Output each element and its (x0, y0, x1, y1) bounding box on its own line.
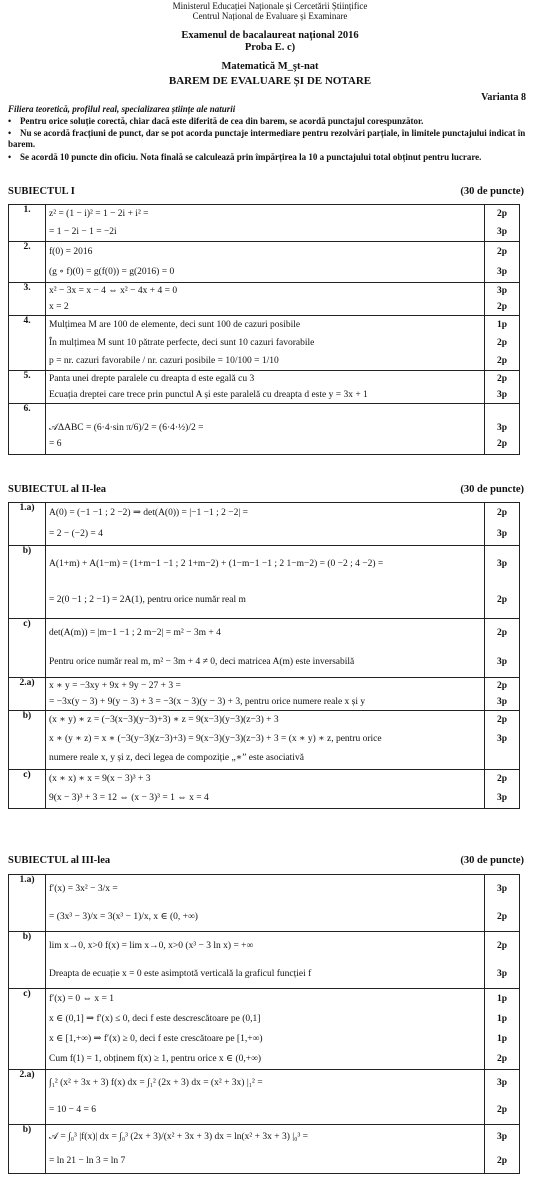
solution-line: 𝒜ΔABC = (6·4·sin π/6)/2 = (6·4·½)/2 = (49, 423, 204, 433)
solution-line: numere reale x, y și z, deci legea de compoziție „∗” este asociativă (49, 753, 304, 763)
solution-line: = 6 (49, 439, 62, 449)
points-value: 3p (496, 793, 508, 803)
solution-line: z² = (1 − i)² = 1 − 2i + i² = (49, 209, 149, 219)
solution-cell (46, 205, 485, 242)
filiera-note: Filiera teoretică, profilul real, specializarea științe ale naturii (8, 104, 236, 114)
solution-line: A(1+m) + A(1−m) = (1+m−1 −1 ; 2 1+m−2) + (1−m−1 −1 ; 2 1−m−2) = (0 −2 ; 4 −2) = (49, 559, 384, 569)
barem-row (9, 619, 520, 678)
solution-line: (x ∗ x) ∗ x = 9(x − 3)³ + 3 (49, 774, 151, 784)
points-cell (485, 1070, 520, 1125)
points-cell (485, 242, 520, 283)
solution-line: În mulțimea M sunt 10 pătrate perfecte, deci sunt 10 cazuri favorabile (49, 338, 315, 348)
item-number: 1. (9, 205, 46, 242)
solution-line: f′(x) = 0 ⇔ x = 1 (49, 994, 115, 1004)
points-value: 2p (496, 774, 508, 784)
item-number: 2.a) (9, 1070, 46, 1125)
section-title: SUBIECTUL I (8, 186, 75, 197)
points-value: 2p (496, 715, 508, 725)
section-2-table (8, 502, 520, 809)
points-value (485, 749, 519, 768)
barem-row (9, 283, 520, 316)
solution-line: ∫₁² (x² + 3x + 3) f(x) dx = ∫₁² (2x + 3) dx = (x² + 3x) |₁² = (49, 1078, 263, 1088)
solution-cell (46, 875, 485, 932)
points-value: 2p (496, 209, 508, 219)
section-points: (30 de puncte) (460, 186, 524, 197)
solution-cell (46, 1070, 485, 1125)
points-cell (485, 1125, 520, 1174)
points-value: 2p (496, 356, 508, 366)
item-number: 2. (9, 242, 46, 283)
points-value: 2p (496, 681, 508, 691)
points-value: 2p (496, 302, 508, 312)
solution-line: = −3x(y − 3) + 9(y − 3) + 3 = −3(x − 3)(y − 3) + 3, pentru orice numere reale x și y (49, 697, 366, 707)
solution-cell (46, 619, 485, 678)
document-title: BAREM DE EVALUARE ȘI DE NOTARE (168, 75, 372, 87)
points-value (485, 404, 519, 420)
item-number: 1.a) (9, 875, 46, 932)
points-value: 3p (496, 423, 508, 433)
solution-line: Pentru orice număr real m, m² − 3m + 4 ≠ 0, deci matricea A(m) este inversabilă (49, 657, 355, 667)
solution-line: x ∗ y = −3xy + 9x + 9y − 27 + 3 = (49, 681, 181, 691)
item-number: c) (9, 989, 46, 1070)
solution-cell (46, 678, 485, 711)
points-value: 3p (496, 657, 508, 667)
points-cell (485, 283, 520, 316)
solution-cell (46, 932, 485, 989)
points-value: 3p (496, 390, 508, 400)
solution-line: x ∗ (y ∗ z) = x ∗ (−3(y−3)(z−3)+3) = 9(x−3)(y−3)(z−3) + 3 = (x ∗ y) ∗ z, pentru orice (49, 734, 382, 744)
solution-line (49, 404, 481, 420)
solution-line: (x ∗ y) ∗ z = (−3(x−3)(y−3)+3) ∗ z = 9(x−3)(y−3)(z−3) + 3 (49, 715, 279, 725)
solution-line: Cum f(1) = 1, obținem f(x) ≥ 1, pentru orice x ∈ (0,+∞) (49, 1054, 262, 1064)
section-title: SUBIECTUL al II-lea (8, 484, 107, 495)
solution-line: Ecuația dreptei care trece prin punctul A și este paralelă cu dreapta d este y = 3x + 1 (49, 390, 368, 400)
points-value: 2p (496, 1105, 508, 1115)
section-3-table (8, 874, 520, 1174)
points-value: 2p (496, 1156, 508, 1166)
solution-line: = 2 − (−2) = 4 (49, 529, 103, 539)
barem-row (9, 503, 520, 546)
solution-cell (46, 371, 485, 404)
solution-line: Mulțimea M are 100 de elemente, deci sunt 100 de cazuri posibile (49, 320, 301, 330)
solution-line: det(A(m)) = |m−1 −1 ; 2 m−2| = m² − 3m + 4 (49, 628, 221, 638)
barem-row (9, 989, 520, 1070)
barem-row (9, 932, 520, 989)
points-value: 2p (496, 941, 508, 951)
barem-row (9, 546, 520, 619)
points-cell (485, 932, 520, 989)
solution-line: = 2(0 −1 ; 2 −1) = 2A(1), pentru orice număr real m (49, 595, 246, 605)
solution-line: f(0) = 2016 (49, 247, 93, 257)
points-value: 2p (496, 439, 508, 449)
points-value: 2p (496, 374, 508, 384)
points-cell (485, 770, 520, 809)
solution-line: x ∈ (0,1] ⇒ f′(x) ≤ 0, deci f este descrescătoare pe (0,1] (49, 1014, 261, 1024)
barem-row (9, 371, 520, 404)
solution-cell (46, 503, 485, 546)
barem-row (9, 770, 520, 809)
points-value: 3p (496, 559, 508, 569)
points-cell (485, 989, 520, 1070)
section-points: (30 de puncte) (460, 855, 524, 866)
section-1-heading (8, 186, 524, 197)
solution-line: (g ∘ f)(0) = g(f(0)) = g(2016) = 0 (49, 267, 175, 277)
points-cell (485, 619, 520, 678)
solution-line: x ∈ [1,+∞) ⇒ f′(x) ≥ 0, deci f este crescătoare pe [1,+∞) (49, 1034, 263, 1044)
solution-cell (46, 1125, 485, 1174)
barem-row (9, 1125, 520, 1174)
note-item-1: • Pentru orice soluție corectă, chiar dacă este diferită de cea din barem, se acordă punctajul corespunzător. (8, 116, 424, 126)
points-value: 1p (496, 1014, 508, 1024)
points-value: 3p (496, 884, 508, 894)
points-value: 3p (496, 529, 508, 539)
solution-line: x² − 3x = x − 4 ⇔ x² − 4x + 4 = 0 (49, 286, 178, 296)
solution-line: Panta unei drepte paralele cu dreapta d este egală cu 3 (49, 374, 255, 384)
barem-row (9, 1070, 520, 1125)
points-value: 3p (496, 734, 508, 744)
solution-line: x = 2 (49, 302, 69, 312)
item-number: b) (9, 711, 46, 770)
item-number: 6. (9, 404, 46, 455)
points-value: 3p (496, 969, 508, 979)
points-value: 2p (496, 1054, 508, 1064)
barem-row (9, 404, 520, 455)
points-value: 3p (496, 267, 508, 277)
note-item-2: • Nu se acordă fracțiuni de punct, dar se pot acorda punctaje intermediare pentru rezolvări parțiale, în limitele punctajului indicat în barem. (8, 128, 526, 149)
solution-line: = ln 21 − ln 3 = ln 7 (49, 1156, 126, 1166)
solution-cell (46, 546, 485, 619)
points-cell (485, 678, 520, 711)
barem-row (9, 316, 520, 371)
points-value: 3p (496, 227, 508, 237)
exam-title: Examenul de bacalaureat național 2016 (181, 30, 359, 41)
points-value: 2p (496, 628, 508, 638)
points-cell (485, 711, 520, 770)
variant-label: Varianta 8 (481, 92, 526, 103)
proba-title: Proba E. c) (244, 42, 296, 53)
ministry-name: Ministerul Educației Naționale și Cercetării Științifice (172, 1, 368, 11)
section-3-heading (8, 855, 524, 866)
solution-line: = 10 − 4 = 6 (49, 1105, 96, 1115)
section-2-heading (8, 484, 524, 495)
solution-line: 9(x − 3)³ + 3 = 12 ⇔ (x − 3)³ = 1 ⇔ x = 4 (49, 793, 209, 803)
item-number: 2.a) (9, 678, 46, 711)
points-value: 1p (496, 1034, 508, 1044)
points-value: 3p (496, 697, 508, 707)
item-number: b) (9, 546, 46, 619)
section-title: SUBIECTUL al III-lea (8, 855, 111, 866)
solution-line: lim x→0, x>0 f(x) = lim x→0, x>0 (x³ − 3 ln x) = +∞ (49, 941, 254, 951)
section-points: (30 de puncte) (460, 484, 524, 495)
item-number: 1.a) (9, 503, 46, 546)
item-number: 5. (9, 371, 46, 404)
points-cell (485, 503, 520, 546)
solution-line: p = nr. cazuri favorabile / nr. cazuri posibile = 10/100 = 1/10 (49, 356, 279, 366)
item-number: 4. (9, 316, 46, 371)
points-value: 2p (496, 247, 508, 257)
note-item-3: • Se acordă 10 puncte din oficiu. Nota finală se calculează prin împărțirea la 10 a punctajului total obținut pentru lucrare. (8, 152, 482, 162)
barem-row (9, 711, 520, 770)
subject-title: Matematică M_şt-nat (221, 61, 319, 72)
solution-line: f′(x) = 3x² − 3/x = (49, 884, 118, 894)
solution-cell (46, 770, 485, 809)
solution-cell (46, 283, 485, 316)
solution-cell (46, 711, 485, 770)
solution-line: Dreapta de ecuație x = 0 este asimptotă verticală la graficul funcției f (49, 969, 312, 979)
points-cell (485, 316, 520, 371)
points-value: 1p (496, 994, 508, 1004)
points-value: 2p (496, 338, 508, 348)
points-cell (485, 875, 520, 932)
solution-line: = 1 − 2i − 1 = −2i (49, 227, 117, 237)
points-cell (485, 404, 520, 455)
solution-cell (46, 989, 485, 1070)
solution-cell (46, 316, 485, 371)
points-value: 3p (496, 1078, 508, 1088)
item-number: c) (9, 619, 46, 678)
points-cell (485, 205, 520, 242)
item-number: 3. (9, 283, 46, 316)
barem-row (9, 678, 520, 711)
points-value: 3p (496, 286, 508, 296)
section-1-table (8, 204, 520, 455)
barem-row (9, 205, 520, 242)
points-value: 1p (496, 320, 508, 330)
item-number: b) (9, 1125, 46, 1174)
item-number: b) (9, 932, 46, 989)
points-value: 3p (496, 1132, 508, 1142)
item-number: c) (9, 770, 46, 809)
points-cell (485, 371, 520, 404)
points-value: 2p (496, 595, 508, 605)
solution-cell (46, 242, 485, 283)
solution-line: = (3x³ − 3)/x = 3(x³ − 1)/x, x ∈ (0, +∞) (49, 912, 198, 922)
solution-line: A(0) = (−1 −1 ; 2 −2) ⇒ det(A(0)) = |−1 −1 ; 2 −2| = (49, 508, 249, 518)
solution-cell (46, 404, 485, 455)
points-value: 2p (496, 912, 508, 922)
center-name: Centrul Național de Evaluare și Examinare (192, 11, 348, 21)
points-value: 2p (496, 508, 508, 518)
solution-line: 𝒜 = ∫₀³ |f(x)| dx = ∫₀³ (2x + 3)/(x² + 3x + 3) dx = ln(x² + 3x + 3) |₀³ = (49, 1132, 309, 1142)
points-cell (485, 546, 520, 619)
barem-row (9, 875, 520, 932)
barem-row (9, 242, 520, 283)
